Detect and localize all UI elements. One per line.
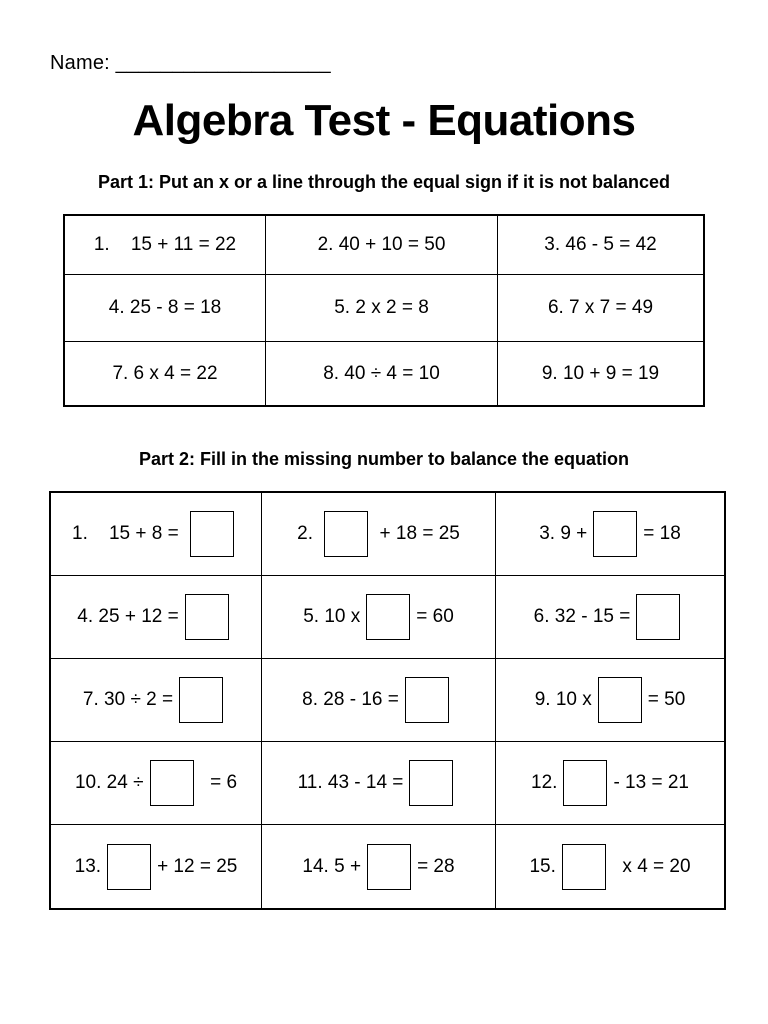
answer-box[interactable] <box>150 760 194 806</box>
part2-item-14 <box>262 825 496 908</box>
equation-text: 1. 15 + 11 = 22 <box>93 234 237 255</box>
equation-right: = 28 <box>417 855 455 877</box>
part2-item-4 <box>51 576 262 659</box>
answer-box[interactable] <box>179 677 223 723</box>
equation-left: 9. 10 x <box>534 689 592 710</box>
answer-box[interactable] <box>409 760 453 806</box>
answer-box[interactable] <box>367 844 411 890</box>
answer-box[interactable] <box>190 511 234 557</box>
equation-text: 6. 7 x 7 = 49 <box>547 297 654 318</box>
equation-right: = 6 <box>199 772 238 793</box>
equation-text: 9. 10 + 9 = 19 <box>541 362 660 384</box>
answer-box[interactable] <box>563 760 607 806</box>
equation-right: + 12 = 25 <box>157 855 238 877</box>
equation-right: = 50 <box>647 689 686 710</box>
equation-left: 8. 28 - 16 = <box>302 689 399 710</box>
part2-item-2 <box>262 493 496 576</box>
part1-item-6[interactable] <box>498 275 703 342</box>
answer-box[interactable] <box>405 677 449 723</box>
part2-item-5 <box>262 576 496 659</box>
answer-box[interactable] <box>107 844 151 890</box>
equation-left: 10. 24 ÷ <box>74 772 144 793</box>
equation-left: 2. <box>297 523 319 544</box>
part2-item-13 <box>51 825 262 908</box>
part1-item-8[interactable] <box>266 342 498 405</box>
equation-left: 12. <box>531 772 558 793</box>
equation-left: 1. 15 + 8 = <box>72 523 184 544</box>
equation-left: 7. 30 ÷ 2 = <box>82 689 174 710</box>
part2-item-7 <box>51 659 262 742</box>
equation-text: 8. 40 ÷ 4 = 10 <box>323 362 440 384</box>
equation-text: 3. 46 - 5 = 42 <box>544 234 657 255</box>
equation-right: - 13 = 21 <box>613 772 689 793</box>
part2-item-15 <box>496 825 724 908</box>
part1-item-9[interactable] <box>498 342 703 405</box>
part1-table <box>63 214 705 407</box>
equation-left: 6. 32 - 15 = <box>533 606 631 627</box>
part2-item-10 <box>51 742 262 825</box>
equation-left: 4. 25 + 12 = <box>77 606 179 627</box>
equation-right: + 18 = 25 <box>374 523 460 544</box>
equation-left: 14. 5 + <box>302 855 362 877</box>
part2-item-12 <box>496 742 724 825</box>
name-field-label: Name: ___________________ <box>50 52 331 74</box>
answer-box[interactable] <box>593 511 637 557</box>
equation-text: 2. 40 + 10 = 50 <box>317 234 446 255</box>
equation-left: 15. <box>529 855 556 877</box>
equation-text: 7. 6 x 4 = 22 <box>112 362 218 384</box>
answer-box[interactable] <box>185 594 229 640</box>
equation-left: 11. 43 - 14 = <box>297 772 404 793</box>
equation-right: = 18 <box>643 523 681 544</box>
part1-item-5[interactable] <box>266 275 498 342</box>
equation-text: 4. 25 - 8 = 18 <box>108 297 222 318</box>
part1-item-3[interactable] <box>498 216 703 275</box>
part2-item-11 <box>262 742 496 825</box>
answer-box[interactable] <box>562 844 606 890</box>
equation-left: 5. 10 x <box>303 606 361 627</box>
part2-item-8 <box>262 659 496 742</box>
answer-box[interactable] <box>636 594 680 640</box>
answer-box[interactable] <box>366 594 410 640</box>
part1-item-7[interactable] <box>65 342 266 405</box>
part2-item-3 <box>496 493 724 576</box>
answer-box[interactable] <box>324 511 368 557</box>
equation-right: x 4 = 20 <box>611 855 691 877</box>
part2-table <box>49 491 726 910</box>
equation-right: = 60 <box>416 606 454 627</box>
part2-item-9 <box>496 659 724 742</box>
part1-heading: Part 1: Put an x or a line through the equal sign if it is not balanced <box>97 172 671 192</box>
answer-box[interactable] <box>598 677 642 723</box>
equation-text: 5. 2 x 2 = 8 <box>334 297 429 318</box>
page-title: Algebra Test - Equations <box>132 96 636 145</box>
part1-item-1[interactable] <box>65 216 266 275</box>
part2-item-6 <box>496 576 724 659</box>
equation-left: 13. <box>74 855 102 877</box>
part1-item-2[interactable] <box>266 216 498 275</box>
equation-left: 3. 9 + <box>539 523 588 544</box>
part2-heading: Part 2: Fill in the missing number to balance the equation <box>138 449 630 469</box>
part1-item-4[interactable] <box>65 275 266 342</box>
part2-item-1 <box>51 493 262 576</box>
